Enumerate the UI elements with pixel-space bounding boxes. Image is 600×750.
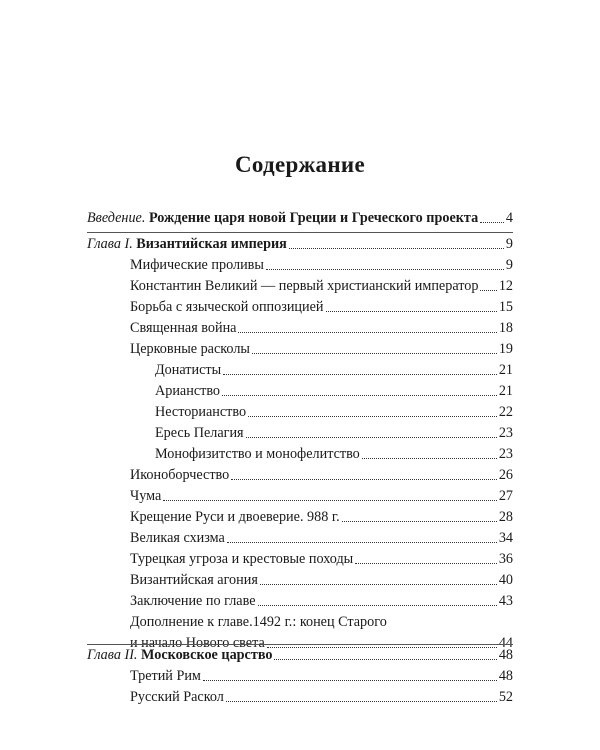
dot-leader [258, 605, 497, 606]
entry-title: Третий Рим [130, 668, 201, 684]
toc-entry[interactable] [130, 254, 513, 274]
page-number: 43 [498, 593, 513, 609]
page-number: 40 [498, 572, 513, 588]
dot-leader [252, 353, 497, 354]
toc-entry[interactable] [130, 338, 513, 358]
toc-entry[interactable] [130, 527, 513, 547]
entry-title: Константин Великий — первый христианский император [130, 278, 479, 294]
entry-title: Московское царство [141, 647, 273, 663]
entry-title: Заключение по главе [130, 593, 256, 609]
page-number: 23 [498, 446, 513, 462]
toc-subentry[interactable] [155, 422, 513, 442]
page-number: 34 [498, 530, 513, 546]
toc-entry[interactable] [130, 665, 513, 685]
entry-title: Великая схизма [130, 530, 225, 546]
page-number: 23 [498, 425, 513, 441]
entry-title: Византийская агония [130, 572, 258, 588]
toc-entry[interactable] [130, 317, 513, 337]
dot-leader [163, 500, 497, 501]
dot-leader [203, 680, 497, 681]
entry-prefix: Глава I. [87, 236, 133, 252]
page-number: 48 [498, 647, 513, 663]
entry-title: Византийская империя [136, 236, 287, 252]
entry-title: Дополнение к главе.1492 г.: конец Старого [130, 614, 387, 630]
dot-leader [227, 542, 497, 543]
page-number: 21 [498, 383, 513, 399]
toc-entry[interactable] [130, 275, 513, 295]
page-number: 15 [498, 299, 513, 315]
dot-leader [274, 659, 496, 660]
entry-title: Борьба с языческой оппозицией [130, 299, 324, 315]
entry-title: Монофизитство и монофелитство [155, 446, 360, 462]
entry-title: Мифические проливы [130, 257, 264, 273]
entry-title: Арианство [155, 383, 221, 399]
dot-leader [266, 269, 504, 270]
page-title: Содержание [235, 152, 365, 177]
toc-subentry[interactable] [155, 401, 513, 421]
dot-leader [480, 222, 504, 223]
toc-entry[interactable] [130, 485, 513, 505]
dot-leader [231, 479, 497, 480]
entry-title: Иконоборчество [130, 467, 230, 483]
dot-leader [326, 311, 497, 312]
entry-title: Ересь Пелагия [155, 425, 244, 441]
page-number: 27 [498, 488, 513, 504]
entry-title: Крещение Руси и двоеверие. 988 г. [130, 509, 340, 525]
page-number: 36 [498, 551, 513, 567]
dot-leader [226, 701, 497, 702]
entry-title: Несторианство [155, 404, 247, 420]
dot-leader [246, 437, 497, 438]
page-number: 19 [498, 341, 513, 357]
toc-entry[interactable] [130, 590, 513, 610]
entry-title: Турецкая угроза и крестовые походы [130, 551, 354, 567]
dot-leader [222, 395, 497, 396]
entry-title: Рождение царя новой Греции и Греческого проекта [148, 210, 479, 226]
entry-prefix: Глава II. [87, 647, 138, 663]
entry-title: Донатисты [155, 362, 222, 378]
toc-entry[interactable] [130, 296, 513, 316]
page-number: 44 [498, 635, 513, 651]
entry-prefix: Введение. [87, 210, 146, 226]
toc-entry-chapter-2[interactable] [87, 644, 513, 664]
dot-leader [355, 563, 497, 564]
toc-subentry[interactable] [155, 359, 513, 379]
page-number: 22 [498, 404, 513, 420]
page-number: 9 [505, 236, 513, 252]
toc-entry-first-line[interactable] [130, 611, 513, 631]
dot-leader [362, 458, 497, 459]
toc-subentry[interactable] [155, 443, 513, 463]
toc-entry[interactable] [130, 569, 513, 589]
dot-leader [248, 416, 497, 417]
dot-leader [342, 521, 497, 522]
dot-leader [480, 290, 496, 291]
dot-leader [260, 584, 497, 585]
toc-entry[interactable] [130, 464, 513, 484]
page-number: 4 [505, 210, 513, 226]
dot-leader [223, 374, 497, 375]
page-number: 28 [498, 509, 513, 525]
entry-title: и начало Нового света [130, 635, 265, 651]
toc-entry[interactable] [130, 548, 513, 568]
page-number: 26 [498, 467, 513, 483]
page-number: 48 [498, 668, 513, 684]
page-number: 18 [498, 320, 513, 336]
toc-entry-introduction[interactable] [87, 207, 513, 227]
page-number: 52 [498, 689, 513, 705]
entry-title: Чума [130, 488, 162, 504]
toc-entry[interactable] [130, 506, 513, 526]
toc-entry-chapter-1[interactable] [87, 233, 513, 253]
page-number: 12 [498, 278, 513, 294]
dot-leader [238, 332, 496, 333]
entry-title: Русский Раскол [130, 689, 224, 705]
dot-leader [289, 248, 504, 249]
page-number: 21 [498, 362, 513, 378]
entry-title: Священная война [130, 320, 237, 336]
entry-title: Церковные расколы [130, 341, 250, 357]
page-number: 9 [505, 257, 513, 273]
toc-entry[interactable] [130, 686, 513, 706]
toc-subentry[interactable] [155, 380, 513, 400]
